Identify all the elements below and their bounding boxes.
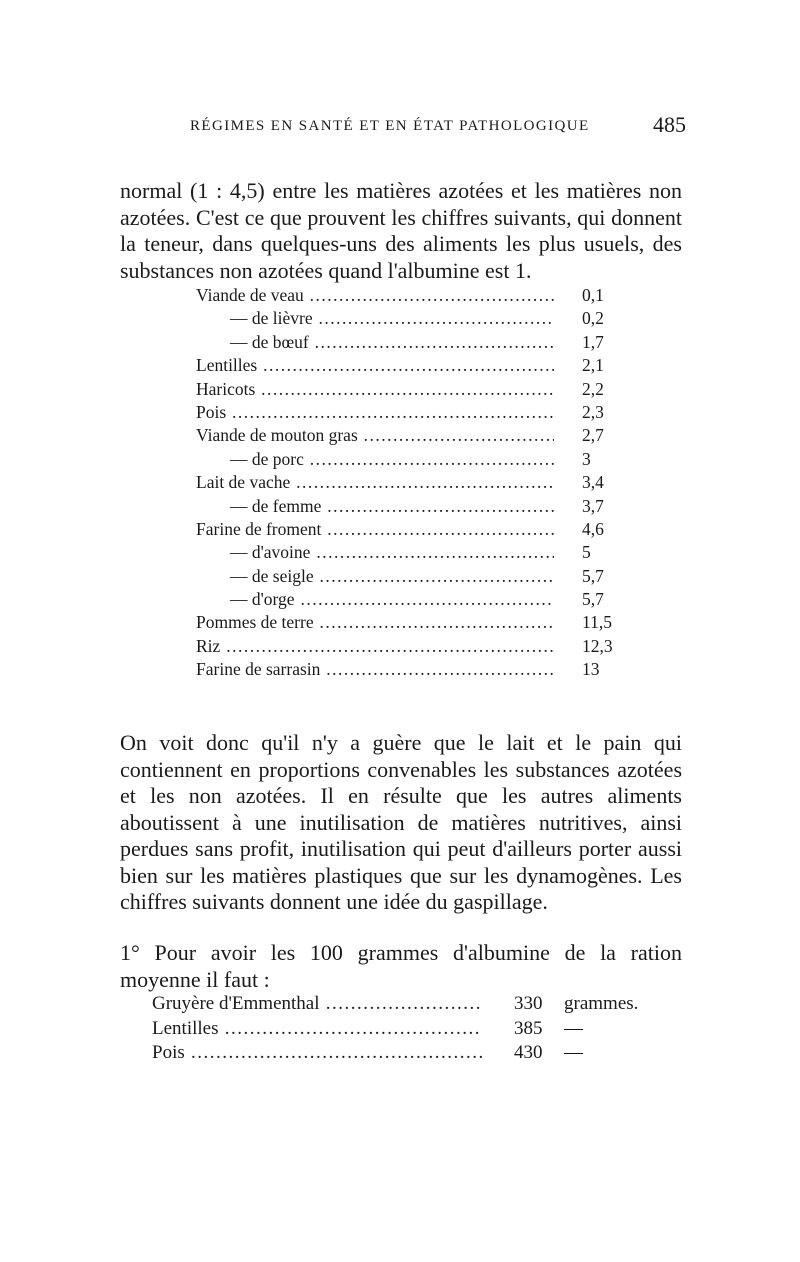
- row-value: 5,7: [582, 589, 604, 610]
- row-value: 3: [582, 448, 591, 469]
- row-label: — d'avoine .....: [196, 541, 554, 564]
- row-value: 1,7: [582, 331, 604, 352]
- table-row: [196, 378, 646, 401]
- row-value: 5: [582, 542, 591, 563]
- row-value: 2,3: [582, 401, 604, 422]
- table-row: [152, 1041, 652, 1066]
- row-value: 2,7: [582, 425, 604, 446]
- row-label: Viande de veau .....: [196, 284, 554, 307]
- row-label: Farine de froment .....: [196, 518, 554, 541]
- row-unit: —: [564, 1042, 583, 1063]
- table-row: [196, 331, 646, 354]
- row-label: — de lièvre .....: [196, 307, 554, 330]
- row-label: Riz .....: [196, 635, 554, 658]
- table-row: [196, 424, 646, 447]
- table-row: [196, 471, 646, 494]
- table-row: [196, 284, 646, 307]
- row-value: 11,5: [582, 612, 612, 633]
- table-row: [196, 635, 646, 658]
- albumin-quantity-table: [152, 992, 652, 1066]
- row-value: 3,7: [582, 495, 604, 516]
- row-label: Pois .....: [152, 1041, 482, 1066]
- row-value: 12,3: [582, 635, 613, 656]
- row-label: — de seigle .....: [196, 565, 554, 588]
- row-value: 0,2: [582, 308, 604, 329]
- row-label: — de femme .....: [196, 495, 554, 518]
- row-value: 2,2: [582, 378, 604, 399]
- row-value: 3,4: [582, 472, 604, 493]
- row-label: Lentilles .....: [196, 354, 554, 377]
- table-row: [196, 518, 646, 541]
- row-value: 4,6: [582, 518, 604, 539]
- table-row: [196, 541, 646, 564]
- nutrient-ratio-table: [196, 284, 646, 682]
- table-row: [196, 565, 646, 588]
- table-row: [152, 1017, 652, 1042]
- row-value: 330: [514, 993, 543, 1014]
- paragraph-intro: normal (1 : 4,5) entre les matières azotées et les matières non azotées. C'est ce que prouvent les chiffres suivants, qui donnent la teneur, dans quelques-uns des aliments les plus usuels, des substances non azotées quand l'albumine est 1.: [120, 178, 682, 283]
- table-row: [196, 354, 646, 377]
- row-value: 5,7: [582, 565, 604, 586]
- row-unit: —: [564, 1017, 583, 1039]
- row-label: Pois .....: [196, 401, 554, 424]
- paragraph-conclusion: On voit donc qu'il n'y a guère que le lait et le pain qui contiennent en proportions convenables les substances azotées et les non azotées. Il en résulte que les autres aliments aboutissent à une inutilisation de matières nutritives, ainsi perdues sans profit, inutilisation qui peut d'ailleurs porter aussi bien sur les matières plastiques que sur les dynamogènes. Les chiffres suivants donnent une idée du gaspillage.: [120, 730, 682, 914]
- row-label: — de porc .....: [196, 448, 554, 471]
- paragraph-ration: 1° Pour avoir les 100 grammes d'albumine de la ration moyenne il faut :: [120, 940, 682, 992]
- row-value: 385: [514, 1017, 543, 1039]
- running-header: [120, 112, 686, 142]
- table-row: [152, 992, 652, 1017]
- row-label: — d'orge .....: [196, 588, 554, 611]
- table-row: [196, 658, 646, 681]
- row-value: 2,1: [582, 355, 604, 376]
- row-label: — de bœuf .....: [196, 331, 554, 354]
- row-label: Farine de sarrasin .....: [196, 658, 554, 681]
- row-label: Haricots .....: [196, 378, 554, 401]
- row-label: Lentilles .....: [152, 1017, 482, 1042]
- row-label: Pommes de terre .....: [196, 611, 554, 634]
- row-unit: grammes.: [564, 993, 639, 1014]
- row-value: 430: [514, 1042, 543, 1063]
- page-number: 485: [653, 112, 686, 137]
- table-row: [196, 307, 646, 330]
- row-value: 0,1: [582, 285, 604, 305]
- running-title: RÉGIMES EN SANTÉ ET EN ÉTAT PATHOLOGIQUE: [190, 118, 590, 134]
- row-label: Gruyère d'Emmenthal .....: [152, 992, 482, 1017]
- table-row: [196, 401, 646, 424]
- table-row: [196, 588, 646, 611]
- row-label: Lait de vache .....: [196, 471, 554, 494]
- row-value: 13: [582, 659, 600, 680]
- row-label: Viande de mouton gras .....: [196, 424, 554, 447]
- table-row: [196, 448, 646, 471]
- table-row: [196, 611, 646, 634]
- table-row: [196, 495, 646, 518]
